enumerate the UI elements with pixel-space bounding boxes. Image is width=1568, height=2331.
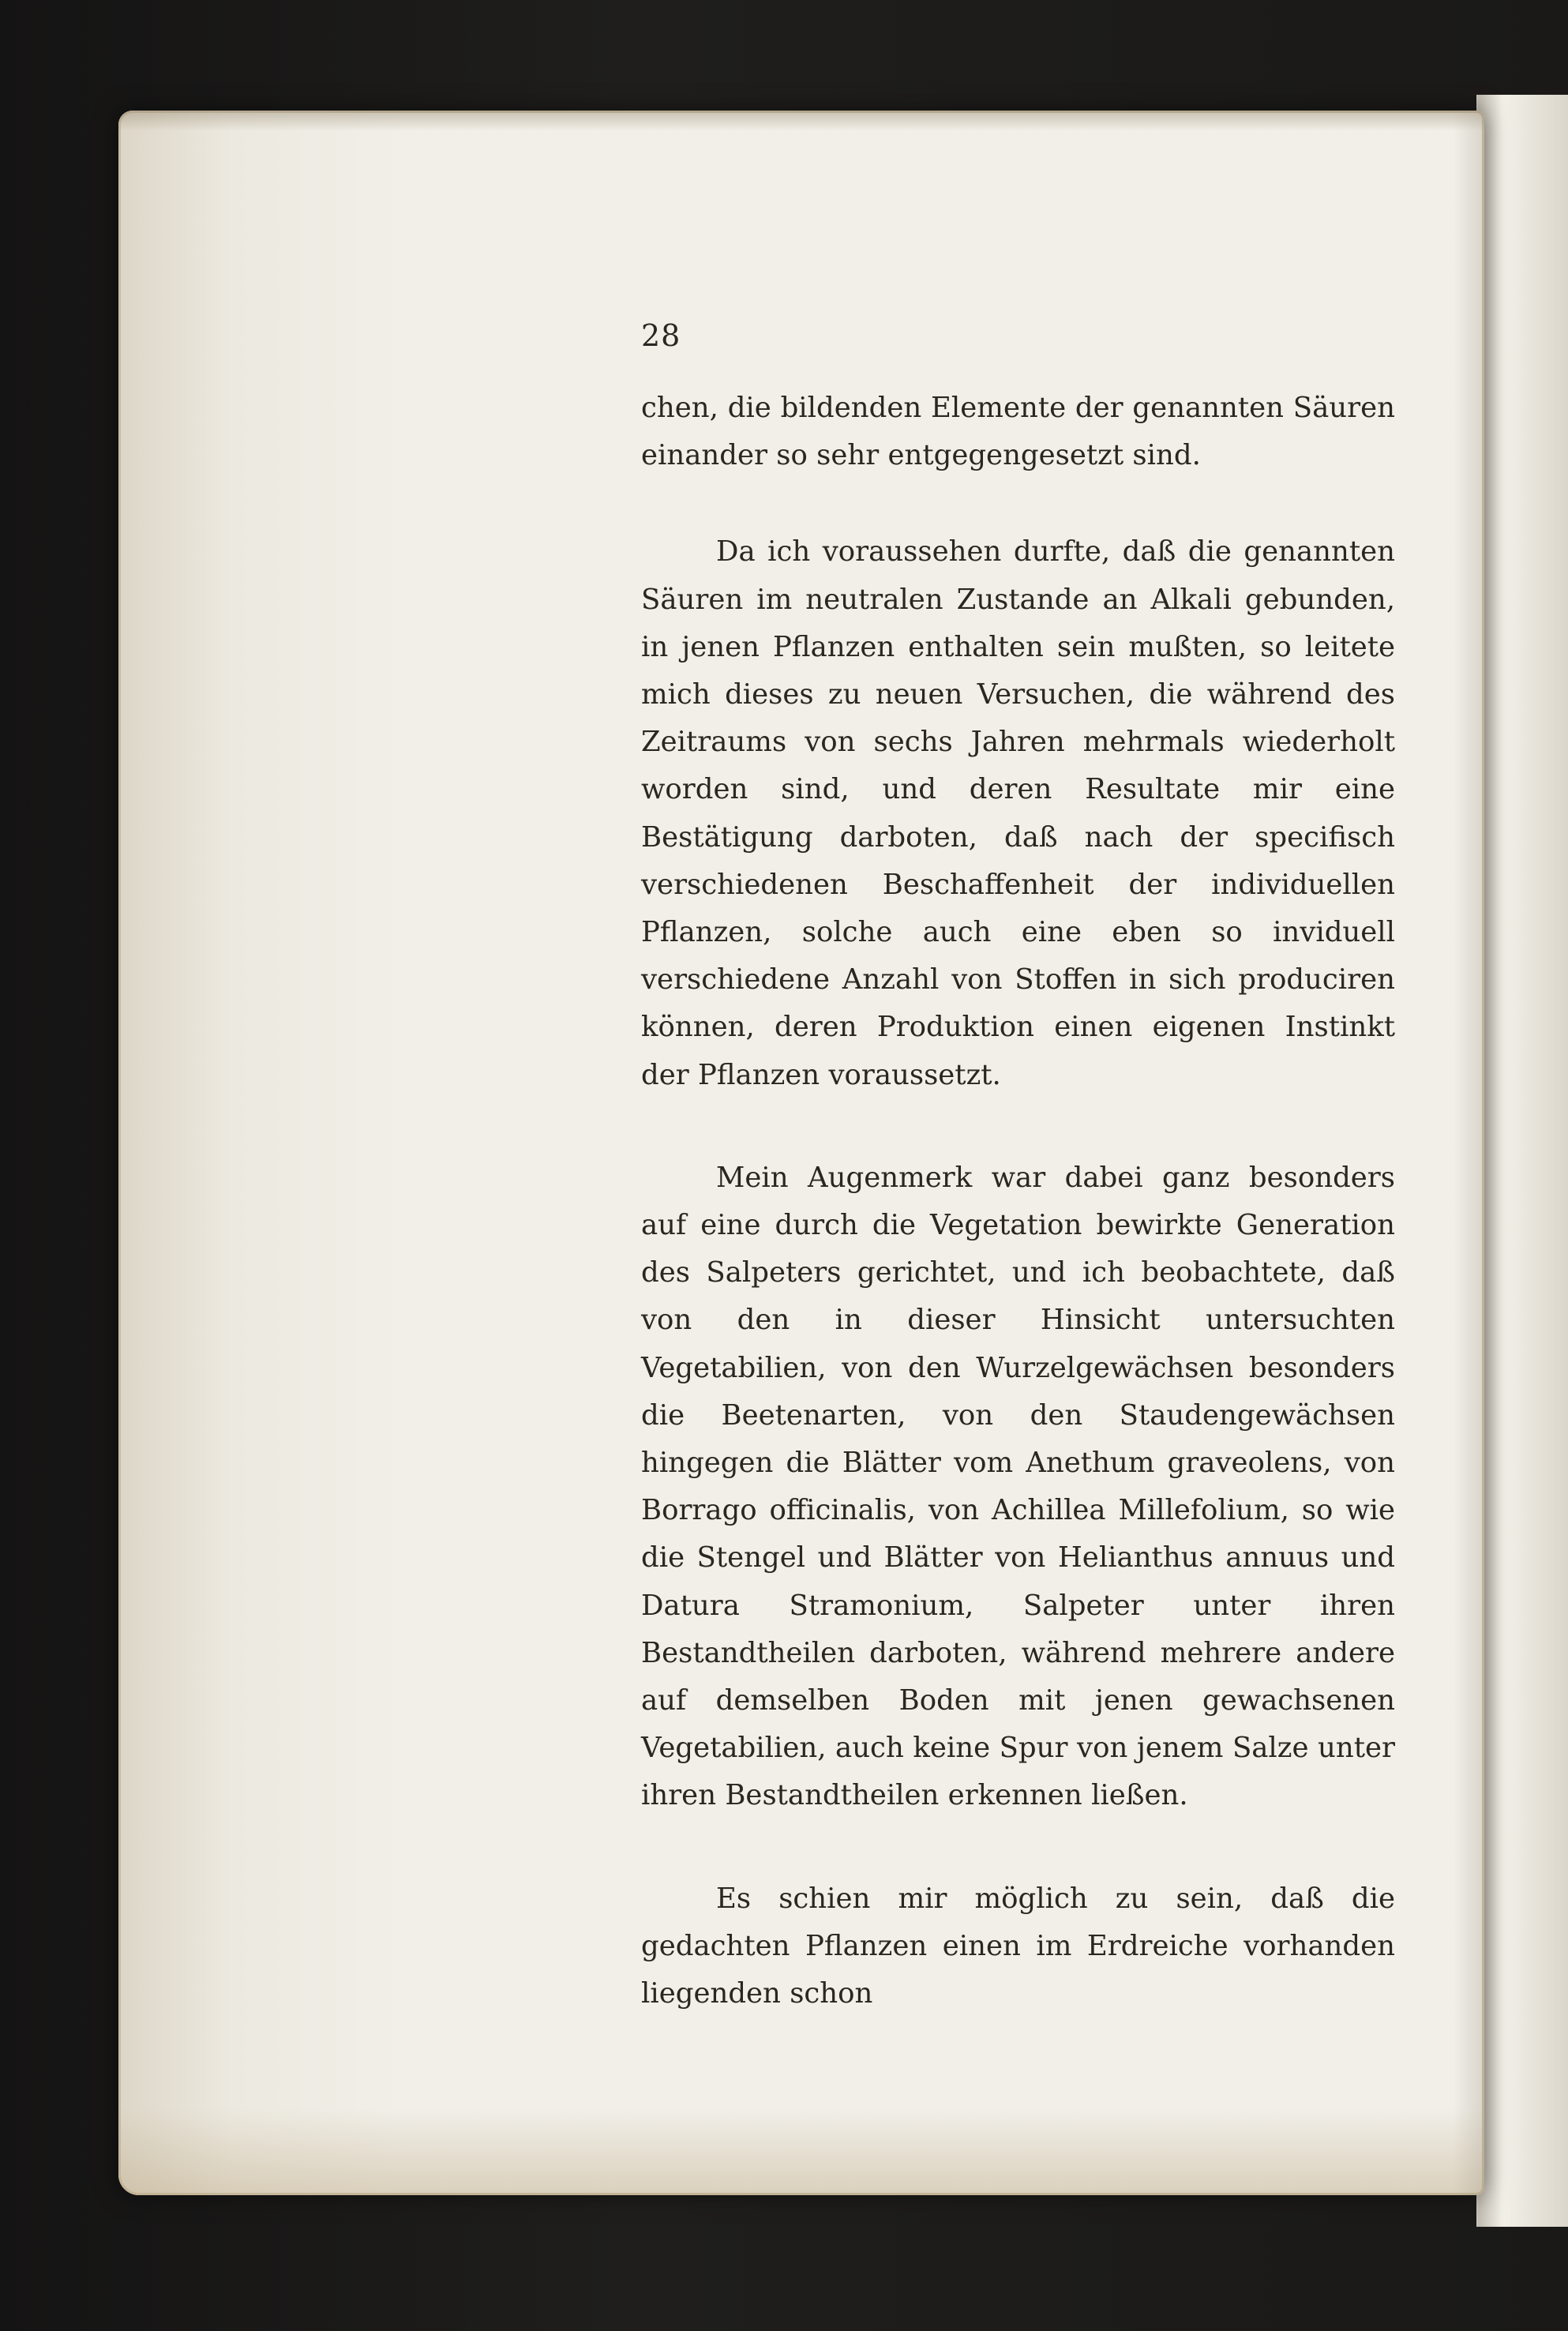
page-age-stain-left — [118, 111, 403, 2195]
paragraph-hypothesis: Es schien mir möglich zu sein, daß die gedachten Pflanzen einen im Erdreiche vorhanden liegenden schon — [641, 1882, 1395, 2010]
page-text-block — [641, 312, 1395, 2018]
paragraph-saltpeter-observation: Mein Augenmerk war dabei ganz besonders auf eine durch die Vegetation bewirkte Generation des Salpeters gerichtet, und ich beobachtete, daß von den in dieser Hinsicht untersuchten Vegetabilien, von den Wurzelgewächsen besonders die Beetenarten, von den Staudengewächsen hingegen die Blätter vom Anethum graveolens, von Borrago officinalis, von Achillea Millefolium, so wie die Stengel und Blätter von Helianthus annuus und Datura Stramonium, Salpeter unter ihren Bestandtheilen darboten, während mehrere andere auf demselben Boden mit jenen gewachsenen Vegetabilien, auch keine Spur von jenem Salze unter ihren Bestandtheilen erkennen ließen. — [641, 1161, 1395, 1812]
paragraph-spacer — [641, 1820, 1395, 1875]
paragraph-spacer — [641, 1099, 1395, 1154]
paragraph-acid-plants: Da ich voraussehen durfte, daß die genannten Säuren im neutralen Zustande an Alkali gebunden, in jenen Pflanzen enthalten sein mußten, so leitete mich dieses zu neuen Versuchen, die während des Zeitraums von sechs Jahren mehrmals wiederholt worden sind, und deren Resultate mir eine Bestätigung darboten, daß nach der specifisch verschiedenen Beschaffenheit der individuellen Pflanzen, solche auch eine eben so inviduell verschiedene Anzahl von Stoffen in sich produciren können, deren Produktion einen eigenen Instinkt der Pflanzen voraussetzt. — [641, 535, 1395, 1091]
facing-page-edge — [1476, 95, 1568, 2227]
page-age-stain-bottom — [118, 2108, 1484, 2195]
paragraph-continuation: chen, die bildenden Elemente der genannten Säuren einander so sehr entgegengesetzt sind. — [641, 392, 1395, 472]
page-number: 28 — [641, 318, 681, 353]
paragraph-spacer — [641, 479, 1395, 528]
page-top-edge — [118, 111, 1484, 131]
page-binding-shadow — [1453, 111, 1484, 2195]
